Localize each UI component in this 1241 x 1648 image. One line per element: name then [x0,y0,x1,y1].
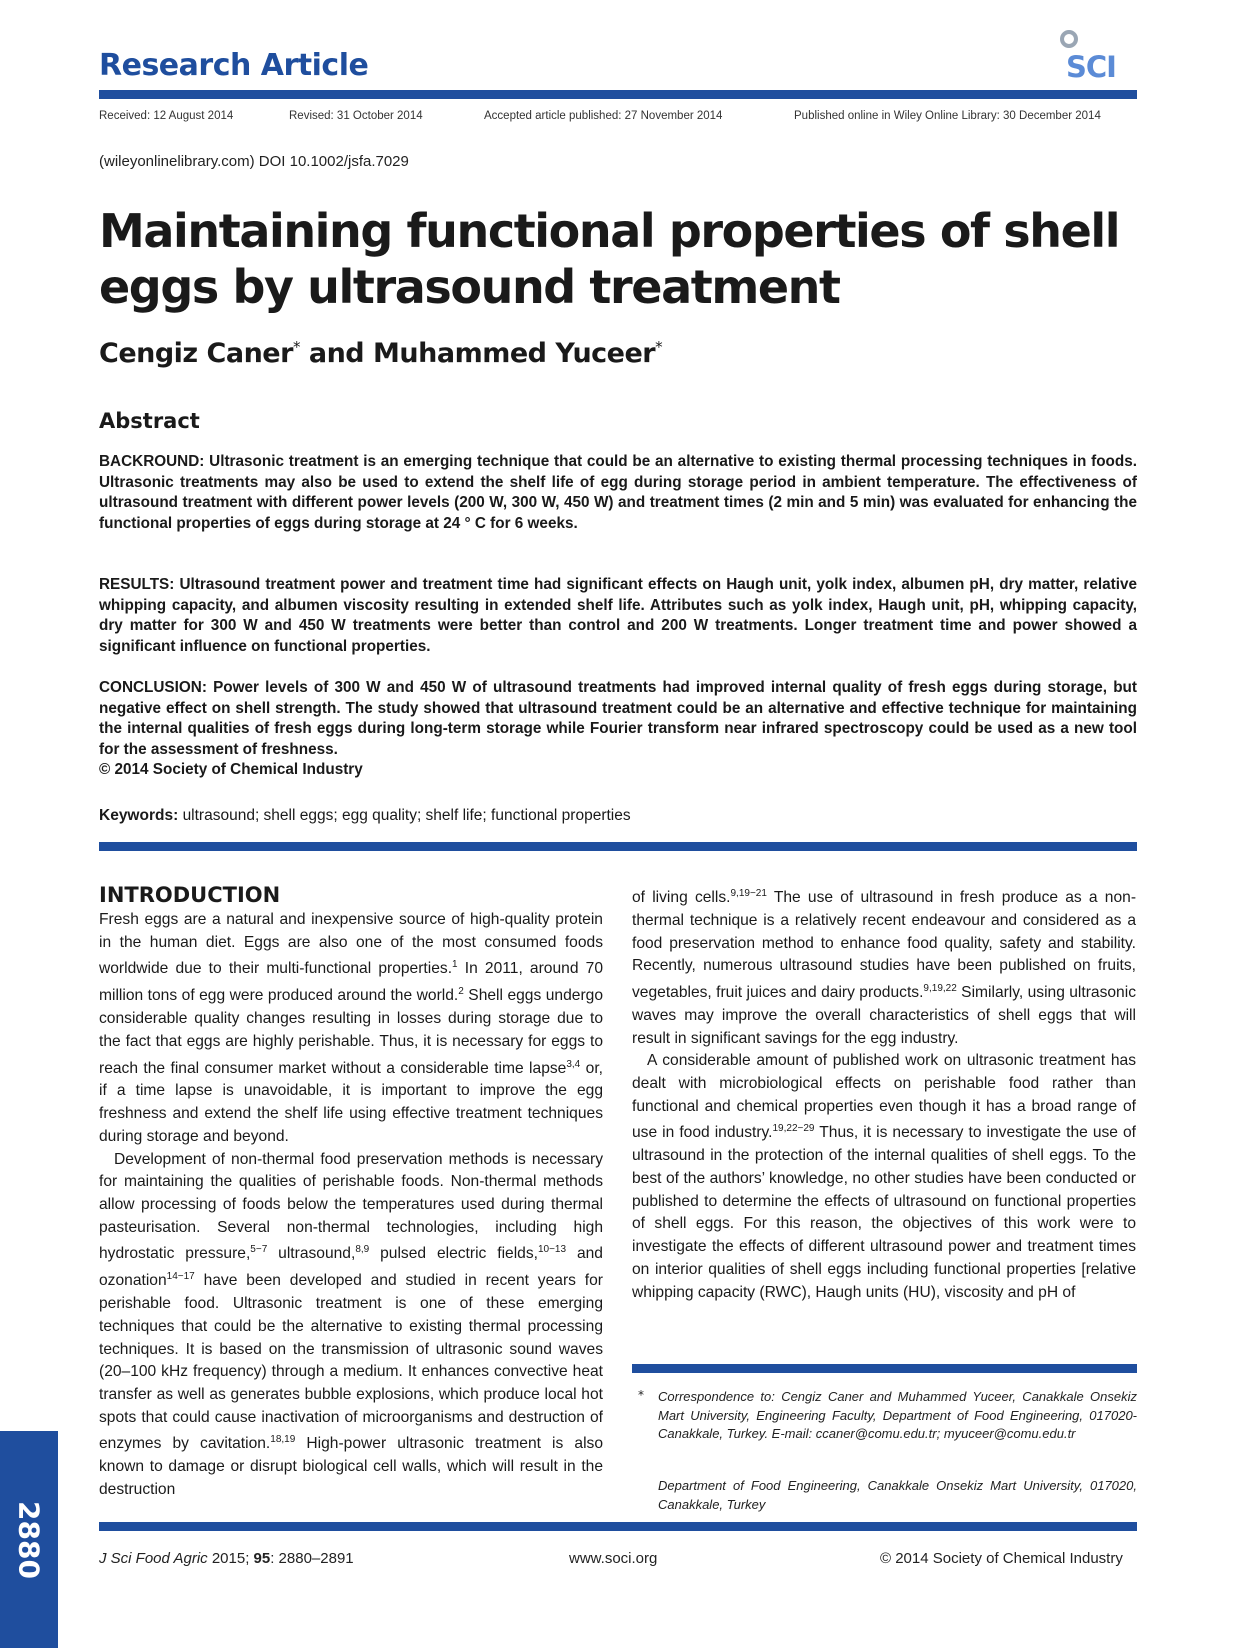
keywords-label: Keywords: [99,807,179,824]
authors [99,338,662,369]
intro-paragraph-1: Fresh eggs are a natural and inexpensive source of high-quality protein in the human diet. Eggs are also one of the most consumed foods worldwide due to their multi-functional properties.$^1$ In 2011, around 70 million tons of egg were produced around the world.$^2$ Shell eggs undergo considerable quality changes resulting in losses during storage due to the fact that eggs are highly perishable. Thus, it is necessary for eggs to reach the final consumer market without a considerable time lapse$^{3,4}$ or, if a time lapse is unavoidable, it is important to improve the egg freshness and extend the shelf life using effective treatment techniques during storage and beyond. [99,911,603,1145]
conclusion-label: CONCLUSION: [99,679,207,696]
reference-citation: 5−7 [250,1244,268,1256]
correspondence-rule [632,1364,1137,1373]
reference-citation: 10−13 [537,1244,567,1256]
right-column [632,883,1136,1304]
correspondence-text: Correspondence to: Cengiz Caner and Muhammed Yuceer, Canakkale Onsekiz Mart University, Engineering Faculty, Department of Food Engineering, 017020-Canakkale, Turkey. E-mail: ccaner@comu.edu.tr; myuceer@comu.edu.tr [658,1389,1137,1441]
abstract-rule [99,842,1137,851]
abstract-background [99,452,1137,534]
results-label: RESULTS: [99,576,175,593]
reference-citation: 19,22−29 [772,1123,815,1135]
intro-paragraph-4: A considerable amount of published work on ultrasonic treatment has dealt with microbiological effects on perishable food rather than functional and chemical properties even though it has a broad range of use in food industry.$^{19,22-29}$ Thus, it is necessary to investigate the use of ultrasound in the protection of the internal qualities of shell eggs. To the best of the authors’ knowledge, no other studies have been conducted or published to determine the effects of ultrasound on functional properties of shell eggs. For this reason, the objectives of this work were to investigate the effects of different ultrasound power and treatment times on interior qualities of shell eggs including functional properties [relative whipping capacity (RWC), Haugh units (HU), viscosity and pH of [632,1052,1136,1301]
footer-citation [99,1550,354,1567]
abstract-results [99,575,1137,657]
footer-rule [99,1522,1137,1531]
received-date: Received: 12 August 2014 [99,110,234,122]
intro-paragraph-2: Development of non-thermal food preservation methods is necessary for maintaining the qualities of perishable foods. Non-thermal methods allow processing of foods below the temperatures used during thermal pasteurisation. Several non-thermal technologies, including high hydrostatic pressure,$^{5-7}$ ultrasound,$^{8,9}$ pulsed electric fields,$^{10-13}$ and ozonation$^{14-17}$ have been developed and studied in recent years for perishable food. Ultrasonic treatment is one of these emerging techniques that could be the alternative to existing thermal processing techniques. It is based on the transmission of ultrasonic sound waves (20–100 kHz frequency) through a medium. It enhances convective heat transfer as well as generates bubble explosions, which produce local hot spots that could cause inactivation of microorganisms and destruction of enzymes by cavitation.$^{18,19}$ High-power ultrasonic treatment is also known to damage or disrupt biological cell walls, which will result in the destruction [99,1150,604,1498]
reference-citation: 14−17 [166,1271,195,1283]
header-rule [99,90,1137,99]
logo-ring-icon [1060,30,1078,48]
section-label: Research Article [99,48,369,83]
results-text: Ultrasound treatment power and treatment time had significant effects on Haugh unit, yolk index, albumen pH, dry matter, relative whipping capacity, and albumen viscosity resulting in extended shelf life. Attributes such as yolk index, Haugh unit, pH, whipping capacity, dry matter for 300 W and 450 W treatments were better than control and 200 W treatments. Longer treatment time and power showed a significant influence on functional properties. [99,576,1137,655]
article-title: Maintaining functional properties of shell eggs by ultrasound treatment [99,204,1120,314]
footer-website: www.soci.org [569,1550,658,1567]
left-column [99,909,603,1502]
author-1-mark: * [292,338,300,356]
author-1: Cengiz Caner [99,338,293,369]
conclusion-text: Power levels of 300 W and 450 W of ultrasound treatments had improved internal quality of fresh eggs during storage, but negative effect on shell strength. The study showed that ultrasound treatment could be an alternative and effective technique for maintaining the internal qualities of fresh eggs during long-term storage while Fourier transform near infrared spectroscopy could be used as a new tool for the assessment of freshness. [99,679,1137,758]
abstract-copyright: © 2014 Society of Chemical Industry [99,761,363,778]
page-number: 2880 [12,1500,46,1579]
abstract-conclusion [99,678,1137,781]
introduction-heading: INTRODUCTION [99,883,281,907]
background-label: BACKROUND: [99,453,205,470]
footer-journal: J Sci Food Agric [99,1550,208,1567]
reference-citation: 18,19 [270,1434,296,1446]
keywords [99,807,631,825]
doi: (wileyonlinelibrary.com) DOI 10.1002/jsfa.7029 [99,153,409,170]
intro-paragraph-3: of living cells.$^{9,19-21}$ The use of ultrasound in fresh produce as a non-thermal technique is a relatively recent endeavour and considered as a food preservation method to enhance food quality, safety and stability. Recently, numerous ultrasound studies have been published on fruits, vegetables, fruit juices and dairy products.$^{9,19,22}$ Similarly, using ultrasonic waves may improve the overall characteristics of shell eggs that will result in significant savings for the egg industry. [632,888,1137,1047]
abstract-heading: Abstract [99,409,200,433]
revised-date: Revised: 31 October 2014 [289,110,423,122]
footer-volume: 95 [253,1550,271,1567]
sci-logo [1046,28,1136,84]
accepted-date: Accepted article published: 27 November 2014 [484,110,723,122]
published-date: Published online in Wiley Online Library: 30 December 2014 [794,110,1101,122]
reference-citation: 2 [458,986,464,998]
footer-year: 2015; [207,1550,254,1567]
logo-text: SCI [1066,50,1116,84]
footer-pages: : 2880–2891 [270,1550,354,1567]
reference-citation: 8,9 [355,1244,370,1256]
page-number-tab [0,1431,58,1648]
author-2-mark: * [655,338,663,356]
reference-citation: 1 [452,959,458,971]
reference-citation: 3,4 [566,1058,581,1070]
keywords-text: ultrasound; shell eggs; egg quality; shelf life; functional properties [182,807,631,824]
authors-and: and [308,338,365,369]
background-text: Ultrasonic treatment is an emerging technique that could be an alternative to existing thermal processing techniques in foods. Ultrasonic treatments may also be used to extend the shelf life of egg during storage period in ambient temperature. The effectiveness of ultrasound treatment with different power levels (200 W, 300 W, 450 W) and treatment times (2 min and 5 min) was evaluated for enhancing the functional properties of eggs during storage at 24 ° C for 6 weeks. [99,453,1137,532]
reference-citation: 9,19−21 [730,888,767,899]
reference-citation: 9,19,22 [923,983,957,994]
footer-copyright: © 2014 Society of Chemical Industry [880,1550,1123,1567]
correspondence-mark: * [638,1388,644,1402]
affiliation-text: Department of Food Engineering, Canakkale Onsekiz Mart University, 017020, Canakkale, Turkey [658,1478,1137,1512]
author-2: Muhammed Yuceer [373,338,656,369]
